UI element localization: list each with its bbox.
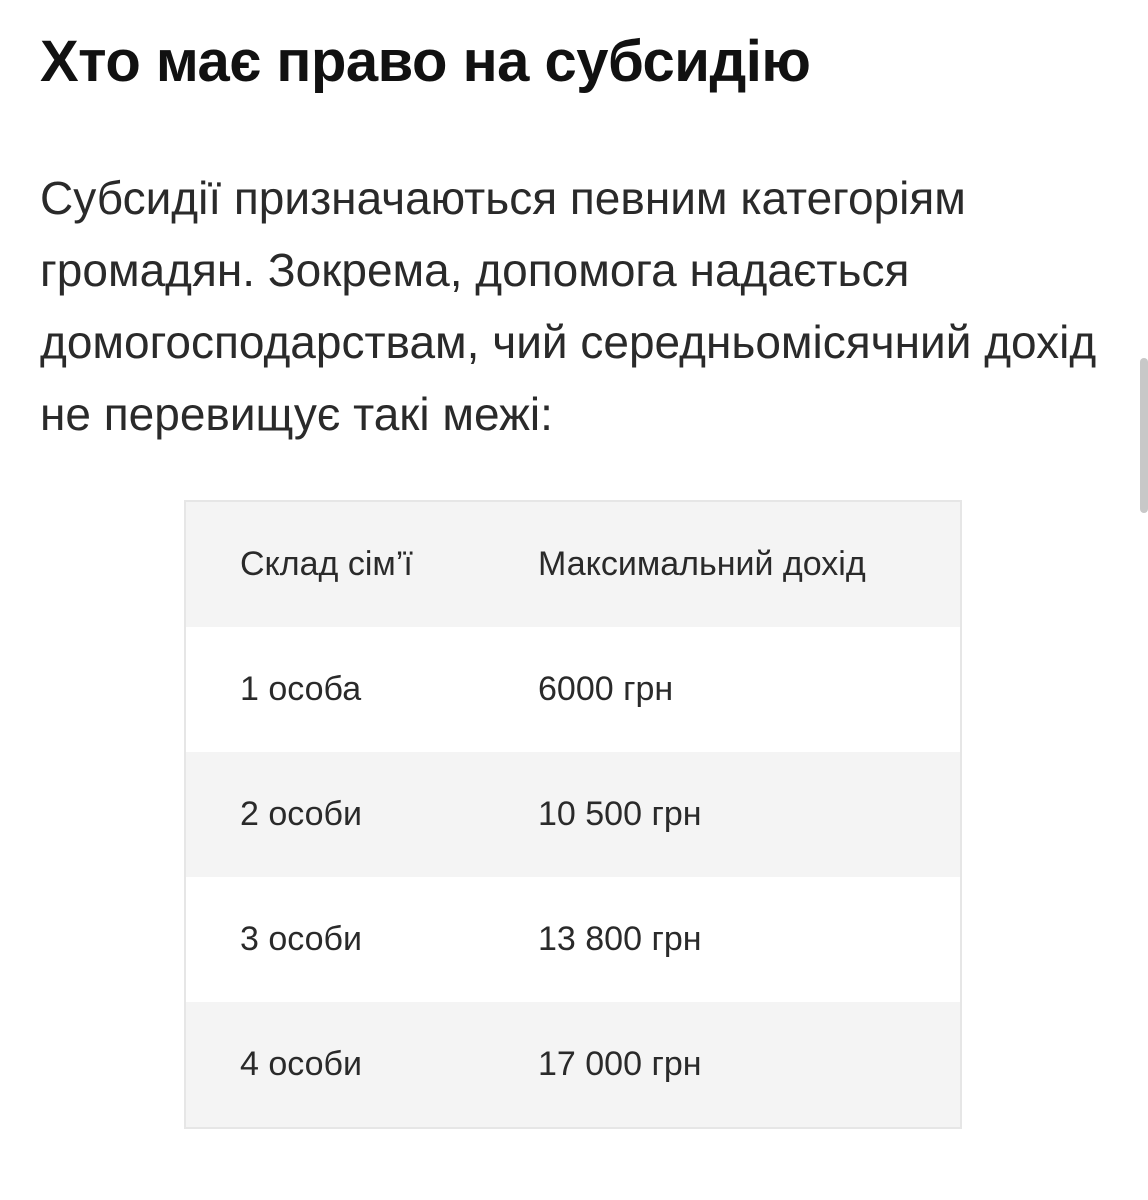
page-title: Хто має право на субсидію — [40, 29, 811, 94]
table-header-row — [186, 502, 960, 627]
family-size-cell: 4 особи — [240, 1045, 363, 1083]
max-income-cell: 17 000 грн — [538, 1045, 702, 1083]
family-size-cell: 2 особи — [240, 795, 363, 833]
table-row — [186, 752, 960, 877]
column-header-family: Склад сім’ї — [240, 545, 413, 583]
table-row — [186, 627, 960, 752]
max-income-cell: 10 500 грн — [538, 795, 702, 833]
max-income-cell: 6000 грн — [538, 670, 674, 708]
intro-paragraph: Субсидії призначаються певним категоріям громадян. Зокрема, допомога надається домогосподарствам, чий середньомісячний дохід не перевищує такі межі: — [40, 172, 1097, 440]
table-row — [186, 1002, 960, 1127]
income-table — [184, 500, 962, 1129]
scrollbar-thumb[interactable] — [1140, 358, 1148, 513]
family-size-cell: 1 особа — [240, 670, 362, 708]
family-size-cell: 3 особи — [240, 920, 363, 958]
column-header-income: Максимальний дохід — [538, 545, 866, 583]
table-row — [186, 877, 960, 1002]
max-income-cell: 13 800 грн — [538, 920, 702, 958]
